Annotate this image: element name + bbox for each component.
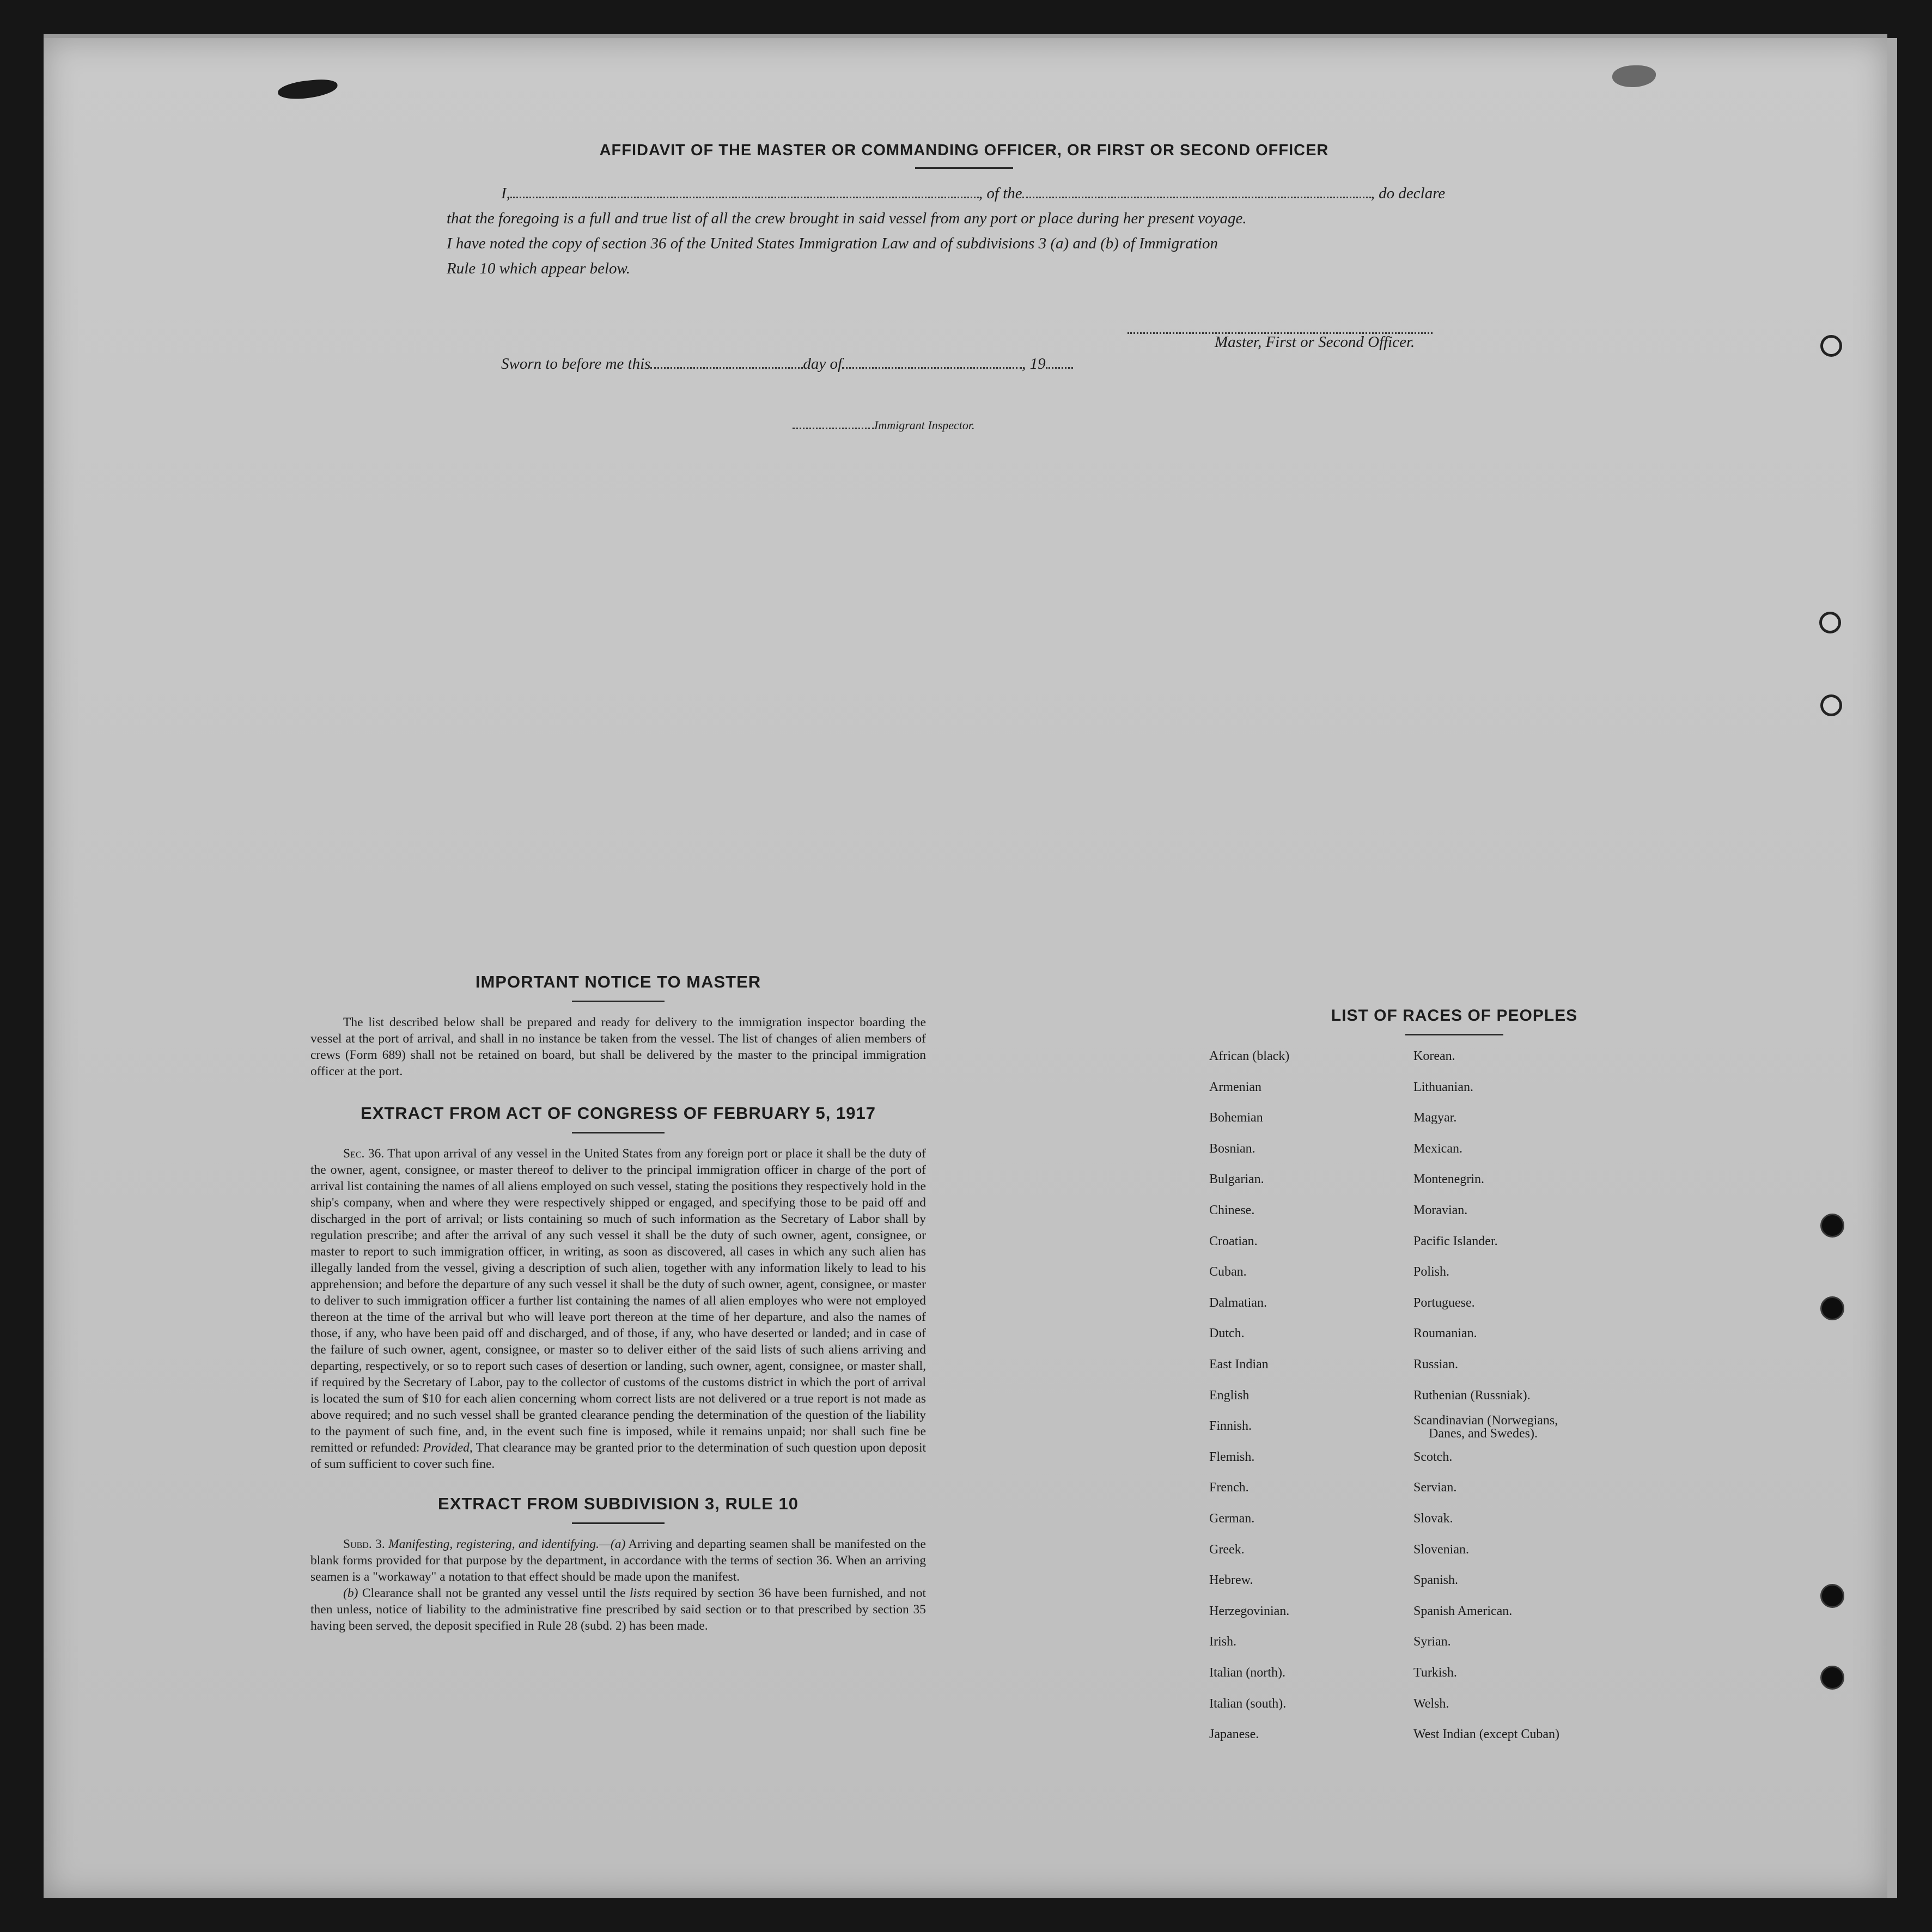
act-extract-title: EXTRACT FROM ACT OF CONGRESS OF FEBRUARY 5, 1917 [361,1104,876,1123]
race-item: Roumanian. [1413,1326,1477,1341]
ink-smudge [277,77,339,101]
binder-hole [1819,612,1841,633]
race-item: Pacific Islander. [1413,1234,1498,1248]
race-item: Moravian. [1413,1203,1468,1217]
race-item: Scandinavian (Norwegians, [1413,1413,1558,1428]
race-item: Portuguese. [1413,1295,1475,1310]
race-item: Irish. [1209,1635,1236,1649]
race-item: African (black) [1209,1049,1290,1063]
binder-hole [1820,1666,1844,1690]
name-blank [510,191,979,198]
title-rule [572,1001,665,1002]
binder-hole [1820,694,1842,716]
race-item: Russian. [1413,1357,1459,1372]
race-item: Turkish. [1413,1666,1457,1680]
affidavit-line-2: that the foregoing is a full and true list of all the crew brought in said vessel from any port or place during her present voyage. [447,210,1247,227]
race-item: Slovenian. [1413,1542,1469,1557]
race-item: Chinese. [1209,1203,1255,1217]
race-item: Lithuanian. [1413,1080,1473,1094]
title-rule [915,167,1013,169]
document-sheet [44,38,1897,1898]
notice-text: The list described below shall be prepared and ready for delivery to the immigration inspector boarding the vessel at the port of arrival, and shall in no instance be taken from the vessel. The list of changes of alien members of crews (Form 689) shall not be retained on board, but shall be delivered by the master to the principal immigration officer at the port. [310,1015,926,1078]
race-item: Hebrew. [1209,1573,1253,1588]
rule-extract-title: EXTRACT FROM SUBDIVISION 3, RULE 10 [438,1494,799,1513]
race-item: Mexican. [1413,1141,1462,1156]
sec-label: Sec. 36. [343,1147,385,1161]
race-item: Bohemian [1209,1111,1263,1125]
race-item: Polish. [1413,1265,1450,1279]
affidavit-line-3: I have noted the copy of section 36 of the United States Immigration Law and of subdivisions 3 (a) and (b) of Immigration [447,235,1218,252]
affidavit-body [447,181,1482,281]
signature-caption: Master, First or Second Officer. [1215,333,1415,351]
race-item: Ruthenian (Russniak). [1413,1388,1531,1403]
act-text-part-2: That clearance may be granted prior to the determination of such question upon deposit of sum sufficient to cover such fine. [310,1441,927,1471]
races-grid [1209,1050,1699,1759]
subd-a-text: Arriving and departing seamen shall be manifested on the blank forms provided for that purpose by the department, in accordance with the terms of section 36. When an arriving seamen is a "workaway" a notation to that effect should be made upon the manifest. [310,1537,926,1584]
binder-hole [1820,1214,1844,1238]
race-item: Dalmatian. [1209,1295,1267,1310]
races-title: LIST OF RACES OF PEOPLES [1331,1007,1578,1025]
race-item: Montenegrin. [1413,1172,1484,1187]
race-item: Bulgarian. [1209,1172,1264,1187]
act-text-part-1: That upon arrival of any vessel in the United States from any foreign port or place it shall be the duty of the owner, agent, consignee, or master thereof to deliver to the principal immigration officer in charge of the port of arrival list containing the names of all aliens employed on such vessel, stating the positions they respectively hold in the ship's company, when and where they were respectively shipped or engaged, and specifying those to be paid off and discharged in the port of arrival; or lists containing so much of such information as the Secretary of Labor shall by regulation prescribe; and after the arrival of any such vessel it shall be the duty of such owner, agent, consignee, or master to report to such immigration officer, in writing, as soon as discovered, all cases in which any such alien has illegally landed from the vessel, giving a description of such alien, together with any information likely to lead to his apprehension; and before the departure of any such vessel it shall be the duty of such owner, agent, consignee, or master to deliver to such immigration officer a further list containing the names of all alien employes who were not employed thereon at the time of the arrival but who will leave port thereon at the time of her departure, and also the names of those, if any, who have been paid off and discharged, and of those, if any, who have deserted or landed; and in case of the failure of such owner, agent, consignee, or master so to deliver either of the said lists of such aliens arriving and departing, respectively, or so to report such cases of desertion or landing, such owner, agent, consignee, or master shall, if required by the Secretary of Labor, pay to the collector of customs of the customs district in which the port of arrival is located the sum of $10 for each alien concerning whom correct lists are not delivered or a true report is not made as above required; and no such vessel shall be granted clearance pending the determination of the question of the liability to the payment of such fine, and, in the event such fine is imposed, while it remains unpaid; nor shall such fine be remitted or refunded: [310,1147,927,1455]
subd-heading: Manifesting, registering, and identifying. [388,1537,599,1551]
race-item: Slovak. [1413,1512,1453,1526]
affidavit-section [447,142,1482,432]
race-item: Servian. [1413,1480,1457,1495]
race-item: Syrian. [1413,1635,1451,1649]
race-item: English [1209,1388,1250,1403]
race-item: Italian (south). [1209,1696,1287,1711]
sworn-prefix: Sworn to before me this [501,355,651,373]
race-item: Cuban. [1209,1265,1247,1279]
binder-hole [1820,335,1842,357]
race-item: Scotch. [1413,1449,1453,1464]
race-item: West Indian (except Cuban) [1413,1727,1559,1742]
subd-b-text-2: required by section 36 have been furnished, and not then unless, notice of liability to the administrative fine prescribed by said section or to that prescribed by section 35 having been served, the deposit specified in Rule 28 (subd. 2) has been made. [310,1586,927,1633]
notice-title: IMPORTANT NOTICE TO MASTER [475,972,761,991]
sworn-line [501,355,1073,373]
binder-hole [1820,1296,1844,1320]
race-item: Spanish American. [1413,1604,1513,1618]
subd-b-lists: lists [630,1586,650,1600]
subd-label: Subd. 3. [343,1537,385,1551]
sworn-year-blank [1046,362,1073,369]
rule-a-text [310,1536,926,1585]
race-item: Italian (north). [1209,1666,1285,1680]
race-item: Spanish. [1413,1573,1459,1588]
race-item: Greek. [1209,1542,1245,1557]
race-item: Croatian. [1209,1234,1258,1248]
ink-smudge [1612,65,1656,87]
provided-word: Provided, [423,1441,473,1455]
inspector-line [793,418,975,432]
binder-hole [1820,1584,1844,1608]
race-item: Herzegovinian. [1209,1604,1290,1618]
affidavit-title: AFFIDAVIT OF THE MASTER OR COMMANDING OFFICER, OR FIRST OR SECOND OFFICER [599,142,1329,159]
affidavit-do-declare: , do declare [1370,185,1446,202]
race-item: Korean. [1413,1049,1455,1063]
subd-b-text-1: Clearance shall not be granted any vessel until the [362,1586,626,1600]
race-item: Dutch. [1209,1326,1245,1341]
race-item: Welsh. [1413,1696,1449,1711]
affidavit-line-4: Rule 10 which appear below. [447,260,630,277]
race-item-continuation: Danes, and Swedes). [1429,1427,1538,1441]
act-extract-text [310,1145,926,1472]
race-item: Magyar. [1413,1111,1457,1125]
title-rule [1405,1034,1503,1035]
title-rule [572,1132,665,1133]
rule-b-text [310,1585,926,1634]
race-item: Japanese. [1209,1727,1259,1742]
title-rule [572,1522,665,1524]
vessel-blank [1022,191,1371,198]
inspector-caption: Immigrant Inspector. [874,418,975,432]
inspector-blank [793,422,874,429]
race-item: Finnish. [1209,1419,1252,1434]
affidavit-of-the: , of the [978,185,1022,202]
race-item: East Indian [1209,1357,1269,1372]
sworn-month-blank [842,362,1022,369]
race-item: Bosnian. [1209,1141,1256,1156]
subd-a-label: —(a) [599,1537,626,1551]
sworn-day-blank [650,362,803,369]
race-item: German. [1209,1512,1255,1526]
sworn-day-of: day of [803,355,843,373]
affidavit-prefix: I, [501,185,510,202]
left-column [310,972,926,1634]
race-item: Armenian [1209,1080,1261,1094]
race-item: Flemish. [1209,1449,1255,1464]
race-item: French. [1209,1480,1249,1495]
sworn-year: , 19 [1022,355,1046,373]
subd-b-label: (b) [343,1586,358,1600]
races-section [1209,1007,1699,1759]
